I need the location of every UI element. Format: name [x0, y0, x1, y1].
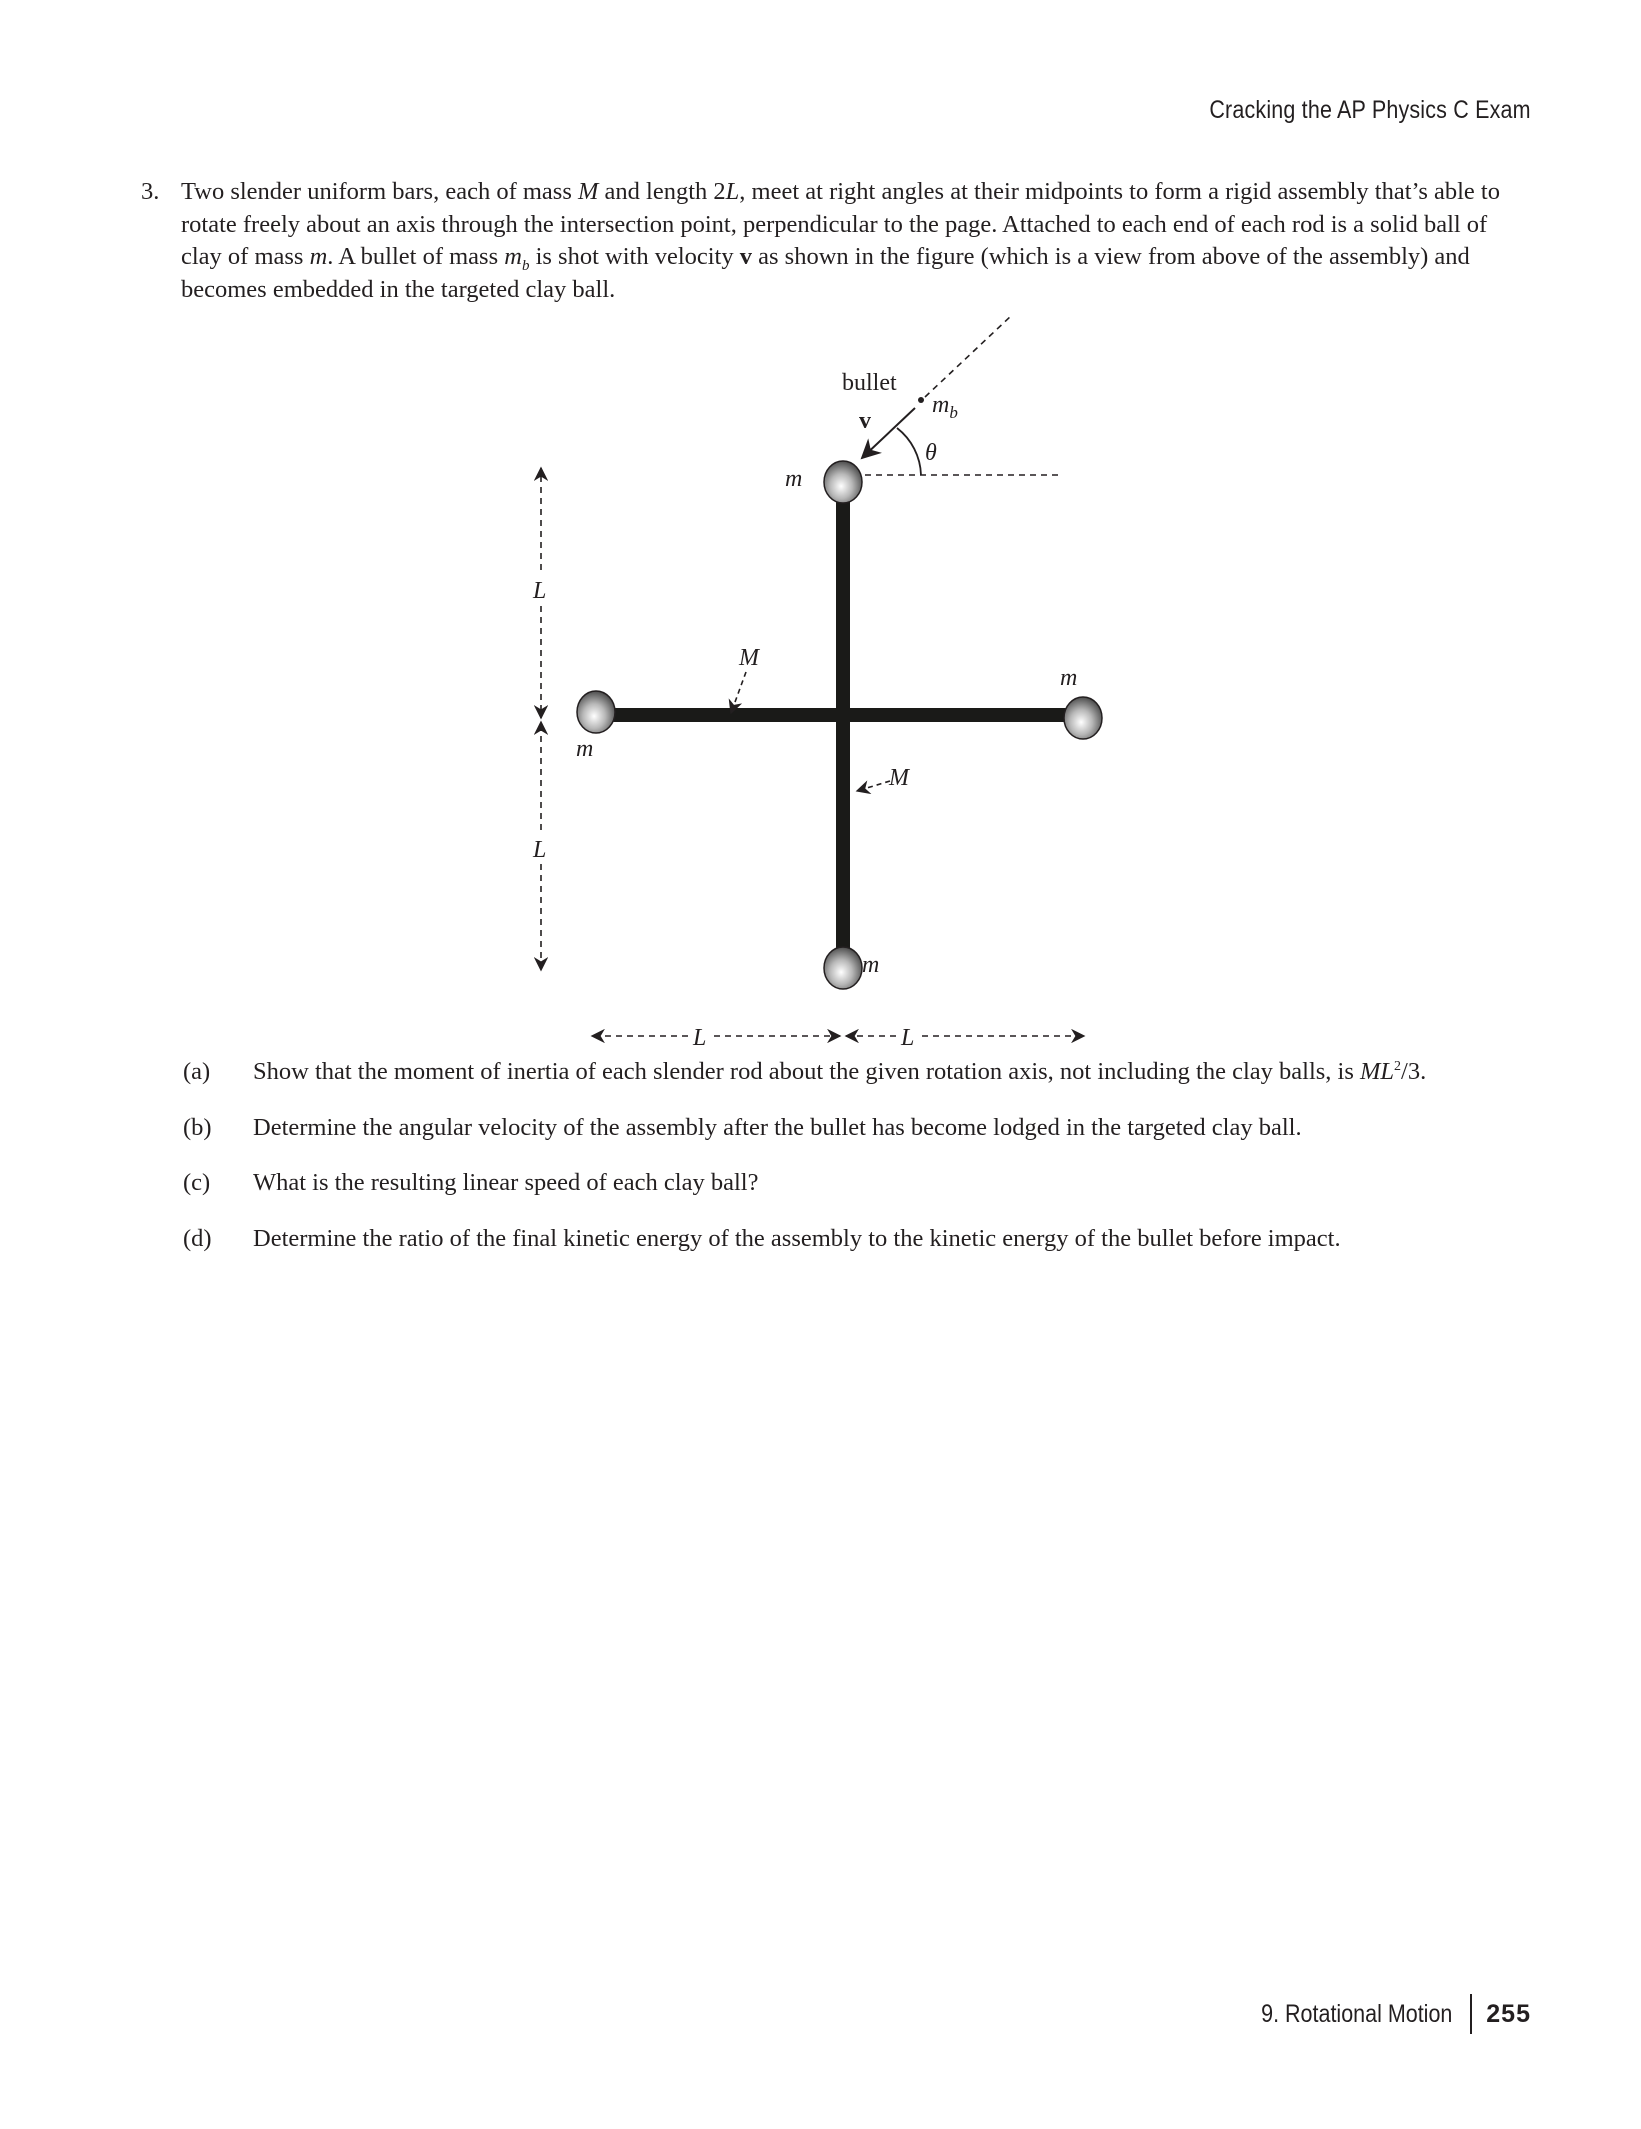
rods [596, 482, 1083, 968]
label-ball-left: m [576, 736, 594, 762]
label-rod-vertical: M [889, 765, 909, 791]
chapter-title: 9. Rotational Motion [1261, 1999, 1453, 2028]
ball-left [577, 691, 615, 733]
label-bullet-mass: $m_b$ [932, 392, 958, 422]
var-v: v [739, 243, 752, 270]
var-L: L [725, 178, 740, 205]
label-dim-vertical-upper: L [533, 578, 547, 604]
part-label: (b) [183, 1113, 212, 1141]
part-d: (d) Determine the ratio of the final kinetic energy of the assembly to the kinetic energy of the bullet before impact. [183, 1224, 1341, 1252]
var-m: m [309, 243, 328, 270]
rod-horizontal [596, 708, 1083, 722]
label-ball-top: m [785, 466, 803, 492]
part-c: (c) What is the resulting linear speed of each clay ball? [183, 1169, 759, 1196]
part-label: (a) [183, 1058, 211, 1085]
page-number: 255 [1486, 1999, 1531, 2028]
label-bullet: bullet [842, 370, 897, 396]
label-velocity: v [859, 408, 871, 434]
label-dim-horizontal-left: L [693, 1025, 707, 1051]
part-label: (d) [183, 1224, 212, 1252]
label-rod-horizontal: M [739, 645, 759, 671]
ball-top [824, 461, 862, 503]
running-header: Cracking the AP Physics C Exam [1209, 96, 1531, 124]
rod-vertical [836, 482, 850, 968]
part-b: (b) Determine the angular velocity of the assembly after the bullet has become lodged in the targeted clay ball. [183, 1113, 1302, 1141]
part-label: (c) [183, 1169, 211, 1196]
problem-text: Two slender uniform bars, each of mass M and length 2L, meet at right angles at their midpoints to form a rigid assembly that’s able to rotate freely about an axis through the intersection point, perpendicular to the page. Attached to each end of each rod is a solid ball of clay of mass m. A bullet of mass $m_b$ is shot with velocity v as shown in the figure (which is a view from above of the assembly) and becomes embedded in the targeted clay ball. [181, 178, 1500, 303]
footer-divider [1470, 1994, 1472, 2034]
label-ball-bottom: m [862, 952, 880, 978]
part-a: (a) Show that the moment of inertia of each slender rod about the given rotation axis, not including the clay balls, is $ML^2/3$. [183, 1058, 1427, 1085]
ball-bottom [824, 947, 862, 989]
var-mb: m [504, 243, 522, 270]
label-theta: θ [925, 440, 937, 466]
label-ball-right: m [1060, 665, 1078, 691]
problem-number: 3. [141, 178, 160, 205]
bullet-dot [918, 397, 924, 403]
rod-vertical-pointer [857, 781, 890, 791]
var-M: M [577, 178, 599, 205]
label-dim-vertical-lower: L [533, 837, 547, 863]
rod-horizontal-pointer [731, 672, 746, 713]
ball-right [1064, 697, 1102, 739]
angle-arc [897, 428, 921, 475]
question-parts [183, 1058, 1523, 1280]
label-dim-horizontal-right: L [901, 1025, 915, 1051]
math-ML: ML [1360, 1058, 1395, 1085]
page-footer [1230, 1994, 1531, 2034]
